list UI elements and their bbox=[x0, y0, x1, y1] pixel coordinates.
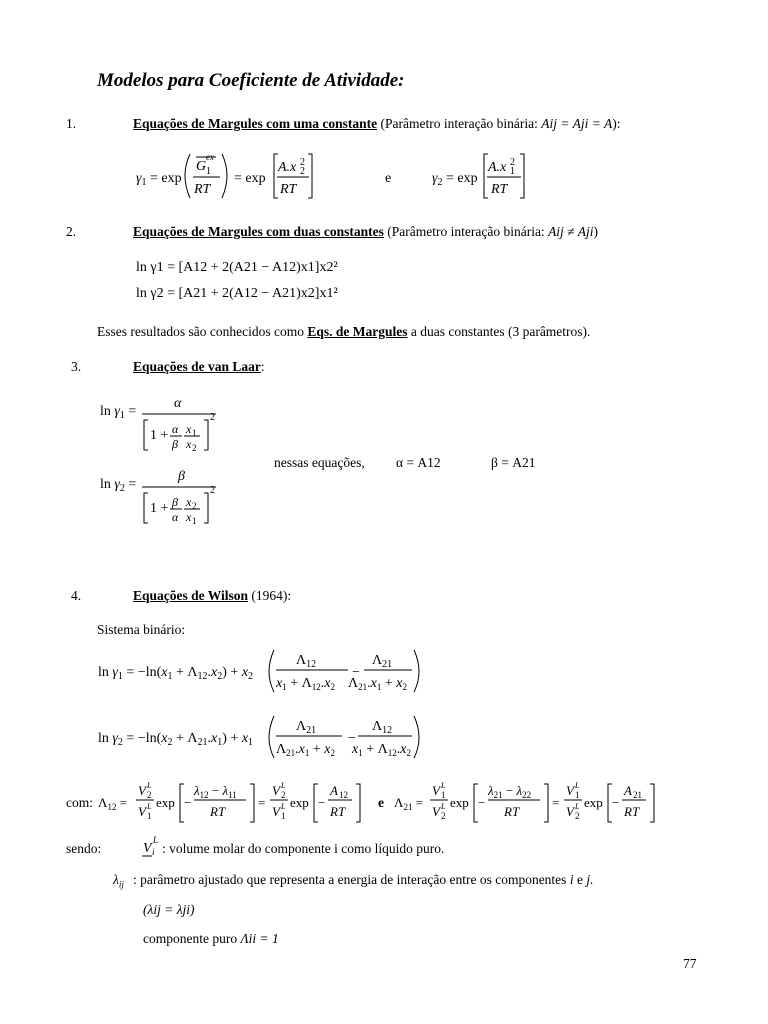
section-4-number: 4. bbox=[71, 588, 82, 603]
svg-text:γ1 = exp: $\gamma_1 = \exp$ bbox=[136, 171, 182, 188]
svg-text:α: α bbox=[172, 422, 179, 436]
section-1-note-math: Aij = Aji = A bbox=[541, 116, 613, 131]
svg-text:Λ12: $\Lambda_{12}$ bbox=[296, 653, 317, 670]
svg-text:Λ21.x1 + x2: $\Lambda_{21}.x_1 + x_2$ bbox=[348, 676, 407, 692]
section-2-note-pre: (Parâmetro interação binária: bbox=[387, 224, 549, 239]
sendo-label: sendo: bbox=[66, 841, 102, 856]
svg-text:L: L bbox=[441, 802, 446, 811]
svg-text:12: 12 bbox=[339, 790, 348, 800]
svg-text:x: x bbox=[186, 437, 192, 451]
van-laar-nessas: nessas equações, bbox=[274, 455, 365, 470]
svg-text:Λ12 =: $\Lambda_{12}$ = bbox=[98, 795, 128, 812]
page-number: 77 bbox=[683, 956, 697, 971]
margules-remark-pre: Esses resultados são conhecidos como bbox=[97, 324, 308, 339]
com-label: com: bbox=[66, 795, 93, 810]
section-4-heading bbox=[133, 588, 291, 604]
svg-text:Λ12: $\Lambda_{12}$ bbox=[372, 719, 393, 736]
svg-text:Λ21.x1 + x2: $\Lambda_{21}.x_1 + x_2$ bbox=[276, 742, 335, 758]
svg-text:ln γ1 = −ln(x1 + Λ12.x2) + x2: $\ln \gamma_1 = -\ln(x_1 + \Lambda_{12}.x_2) + x_2$ bbox=[98, 665, 254, 682]
svg-text:exp: exp bbox=[584, 795, 603, 810]
svg-text:ex: ex bbox=[206, 152, 214, 162]
svg-text:1: 1 bbox=[206, 166, 211, 177]
svg-text:α: α bbox=[172, 510, 179, 524]
svg-text:1 +: 1 + bbox=[150, 428, 169, 443]
svg-text:2: 2 bbox=[281, 790, 286, 800]
svg-text:V: V bbox=[272, 783, 280, 798]
svg-text:1: 1 bbox=[575, 790, 580, 800]
svg-text:β: β bbox=[178, 469, 185, 484]
svg-text:L: L bbox=[281, 781, 286, 790]
svg-text:G: G bbox=[196, 159, 207, 174]
sistema-binario: Sistema binário: bbox=[97, 622, 186, 637]
svg-text:1: 1 bbox=[147, 811, 152, 821]
svg-text:RT: RT bbox=[210, 804, 226, 819]
svg-text:β: β bbox=[172, 495, 178, 509]
svg-text:γ2 = exp: $\gamma_2 = \exp$ bbox=[432, 171, 478, 188]
svg-text:−: − bbox=[478, 795, 486, 810]
section-4-title: Equações de Wilson bbox=[133, 588, 249, 603]
svg-text:V: V bbox=[143, 841, 152, 856]
svg-text:1 +: 1 + bbox=[150, 501, 169, 516]
svg-text:L: L bbox=[281, 802, 286, 811]
svg-text:2: 2 bbox=[210, 485, 215, 496]
section-2-title: Equações de Margules com duas constantes bbox=[133, 224, 384, 239]
svg-text:β: β bbox=[172, 437, 178, 451]
van-laar-equations bbox=[98, 390, 238, 540]
svg-text:21: 21 bbox=[633, 790, 642, 800]
svg-text:V: V bbox=[566, 804, 574, 819]
svg-text:2: 2 bbox=[441, 811, 446, 821]
svg-text:exp: exp bbox=[156, 795, 175, 810]
svg-text:=: = bbox=[552, 795, 560, 810]
margules-remark bbox=[97, 324, 590, 340]
svg-text:2: 2 bbox=[300, 166, 305, 177]
lambda-definition-i: i bbox=[569, 872, 574, 887]
svg-text:V: V bbox=[432, 783, 440, 798]
margules-two-constant-eq2: ln γ2 = [A21 + 2(A12 − A21)x2]x1² bbox=[136, 286, 338, 301]
svg-text:−: − bbox=[612, 795, 620, 810]
pure-component-text: componente puro bbox=[143, 931, 241, 946]
svg-text:x1 + Λ12.x2: $x_1 + \Lambda_{12}.x_2$ bbox=[352, 742, 411, 758]
svg-text:V: V bbox=[566, 783, 574, 798]
svg-text:L: L bbox=[147, 781, 152, 790]
svg-text:λ21 − λ22: $\lambda_{21} - \lambda_{22}$ bbox=[488, 783, 532, 800]
svg-text:L: L bbox=[575, 781, 580, 790]
margules-two-constant-eq1: ln γ1 = [A12 + 2(A21 − A12)x1]x2² bbox=[136, 260, 338, 275]
pure-component-math: Λii = 1 bbox=[240, 931, 279, 946]
svg-text:L: L bbox=[575, 802, 580, 811]
svg-text:2: 2 bbox=[147, 790, 152, 800]
van-laar-alpha: α = A12 bbox=[396, 455, 441, 470]
svg-text:x1 + Λ12.x2: $x_1 + \Lambda_{12}.x_2$ bbox=[276, 676, 335, 692]
svg-text:RT: RT bbox=[280, 182, 297, 197]
svg-text:Λ21: $\Lambda_{21}$ bbox=[296, 719, 317, 736]
svg-text:= exp: = exp bbox=[234, 171, 266, 186]
svg-text:Λ21: $\Lambda_{21}$ bbox=[372, 653, 393, 670]
section-3-colon: : bbox=[260, 359, 265, 374]
svg-text:−: − bbox=[184, 795, 192, 810]
lambda-symmetry: (λij = λji) bbox=[143, 902, 195, 917]
svg-text:1: 1 bbox=[510, 166, 515, 177]
section-1-number: 1. bbox=[66, 116, 77, 131]
svg-text:A.x: A.x bbox=[278, 160, 297, 175]
svg-text:x: x bbox=[186, 510, 192, 524]
section-2-heading bbox=[133, 224, 598, 240]
svg-text:e: e bbox=[385, 171, 392, 186]
svg-text:L: L bbox=[147, 802, 152, 811]
svg-text:V: V bbox=[432, 804, 440, 819]
molar-volume-definition: : volume molar do componente i como líquido puro. bbox=[162, 841, 445, 856]
svg-text:RT: RT bbox=[624, 804, 640, 819]
svg-text:x: x bbox=[186, 422, 192, 436]
svg-text:exp: exp bbox=[450, 795, 469, 810]
svg-text:2: 2 bbox=[192, 443, 197, 453]
svg-text:ln γ1 =: $\ln \gamma_1$ = bbox=[100, 404, 137, 421]
svg-text:x: x bbox=[186, 495, 192, 509]
svg-text:2: 2 bbox=[300, 157, 305, 168]
svg-text:L: L bbox=[153, 835, 159, 845]
svg-text:−: − bbox=[348, 731, 356, 746]
svg-text:=: = bbox=[258, 795, 266, 810]
svg-text:V: V bbox=[138, 783, 146, 798]
svg-text:A.x: A.x bbox=[488, 160, 507, 175]
van-laar-beta: β = A21 bbox=[491, 455, 536, 470]
svg-text:2: 2 bbox=[192, 501, 197, 511]
svg-text:L: L bbox=[441, 781, 446, 790]
svg-text:2: 2 bbox=[575, 811, 580, 821]
lambda-definition-text: : parâmetro ajustado que representa a energia de interação entre os componentes bbox=[133, 872, 570, 887]
svg-text:i: i bbox=[152, 847, 155, 857]
svg-text:RT: RT bbox=[330, 804, 346, 819]
section-3-number: 3. bbox=[71, 359, 82, 374]
section-3-heading bbox=[133, 359, 265, 375]
section-1-note-post: ): bbox=[612, 116, 621, 131]
svg-text:−: − bbox=[352, 665, 360, 680]
section-2-number: 2. bbox=[66, 224, 77, 239]
section-4-year: (1964): bbox=[251, 588, 292, 603]
lambda-definition-j: j. bbox=[586, 872, 594, 887]
svg-text:1: 1 bbox=[441, 790, 446, 800]
margules-one-constant-equations bbox=[130, 146, 530, 206]
svg-text:−: − bbox=[318, 795, 326, 810]
svg-text:2: 2 bbox=[510, 157, 515, 168]
svg-text:2: 2 bbox=[210, 412, 215, 423]
svg-text:V: V bbox=[272, 804, 280, 819]
svg-text:1: 1 bbox=[192, 516, 197, 526]
svg-text:A: A bbox=[624, 783, 632, 798]
molar-volume-symbol bbox=[140, 832, 164, 860]
section-1-title: Equações de Margules com uma constante bbox=[133, 116, 378, 131]
svg-text:Λ21 =: $\Lambda_{21}$ = bbox=[394, 795, 424, 812]
section-2-note-math: Aij ≠ Aji bbox=[548, 224, 594, 239]
svg-text:exp: exp bbox=[290, 795, 309, 810]
section-1-note-pre: (Parâmetro interação binária: bbox=[380, 116, 542, 131]
svg-text:1: 1 bbox=[281, 811, 286, 821]
lambda-definition-e: e bbox=[573, 872, 587, 887]
e-conjunction: e bbox=[378, 795, 384, 810]
margules-remark-post: a duas constantes (3 parâmetros). bbox=[407, 324, 591, 339]
svg-text:V: V bbox=[138, 804, 146, 819]
page-title: Modelos para Coeficiente de Atividade: bbox=[97, 70, 405, 91]
svg-text:A: A bbox=[330, 783, 338, 798]
section-3-title: Equações de van Laar bbox=[133, 359, 261, 374]
margules-remark-bold: Eqs. de Margules bbox=[307, 324, 408, 339]
lambda-definition bbox=[133, 872, 593, 888]
svg-text:ln γ2 =: $\ln \gamma_2$ = bbox=[100, 477, 137, 494]
svg-text:α: α bbox=[174, 396, 182, 411]
section-1-heading bbox=[133, 116, 621, 132]
section-2-note-post: ) bbox=[593, 224, 598, 239]
pure-component-line bbox=[143, 931, 279, 947]
svg-text:λ12 − λ11: $\lambda_{12} - \lambda_{11}$ bbox=[194, 783, 237, 800]
svg-text:ln γ2 = −ln(x2 + Λ21.x1) + x1: $\ln \gamma_2 = -\ln(x_2 + \Lambda_{21}.x_1) + x_1$ bbox=[98, 731, 254, 748]
lambda-ij-symbol: $\lambda_{ij}$ bbox=[113, 872, 124, 890]
svg-text:1: 1 bbox=[192, 428, 197, 438]
wilson-equations bbox=[96, 646, 436, 766]
svg-text:RT: RT bbox=[194, 182, 211, 197]
svg-text:RT: RT bbox=[504, 804, 520, 819]
svg-text:RT: RT bbox=[491, 182, 508, 197]
